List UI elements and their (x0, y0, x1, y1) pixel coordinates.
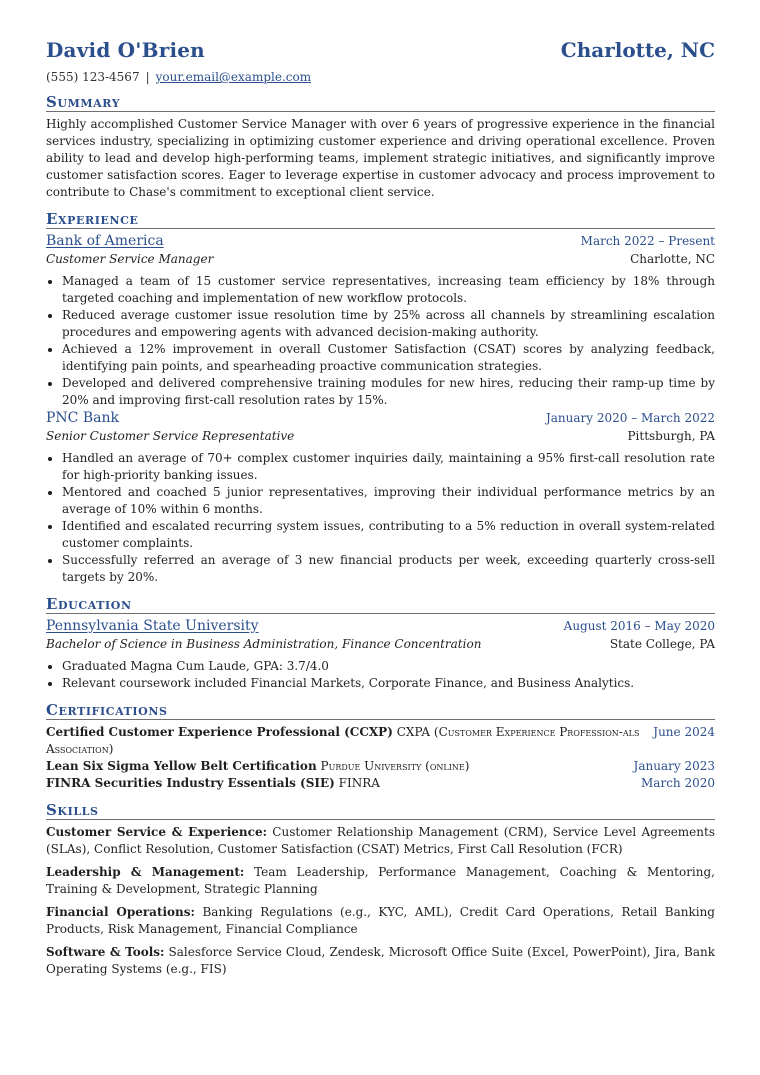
company-name: Bank of America (46, 233, 164, 249)
bullet-item: • Graduated Magna Cum Laude, GPA: 3.7/4.0 (62, 658, 715, 675)
education-dates: August 2016 – May 2020 (563, 619, 715, 633)
certifications-list (46, 724, 715, 792)
skill-text: Customer Relationship Management (CRM), Service Level Agreements (SLAs), Conflict Resolution, Customer Satisfaction (CSAT) Metrics, First Call Resolution (FCR) (46, 825, 715, 856)
certification-item (46, 758, 715, 775)
job-entry-bank-of-america (46, 233, 715, 409)
bullet-item: • Achieved a 12% improvement in overall Customer Satisfaction (CSAT) scores by analyzing feedback, identifying pain points, and spearheading proactive communication strategies. (62, 341, 715, 375)
bullet-item: • Handled an average of 70+ complex customer inquiries daily, maintaining a 95% first-call resolution rate for high-priority banking issues. (62, 450, 715, 484)
resume-page (46, 38, 715, 978)
skill-group (46, 904, 715, 938)
certification-item (46, 724, 715, 758)
skill-group (46, 944, 715, 978)
certification-issuer: Purdue University (online) (320, 759, 470, 773)
resume-header (46, 38, 715, 62)
certification-date: January 2023 (633, 759, 715, 773)
certification-date: June 2024 (653, 725, 715, 739)
email-link[interactable]: your.email@example.com (155, 70, 312, 84)
job-dates: January 2020 – March 2022 (545, 411, 715, 425)
skill-group (46, 824, 715, 858)
job-dates: March 2022 – Present (580, 234, 715, 248)
job-location: Pittsburgh, PA (627, 429, 715, 443)
skills-list (46, 824, 715, 978)
contact-line (46, 70, 715, 84)
skill-label: Financial Operations: (46, 905, 195, 919)
summary-text: Highly accomplished Customer Service Manager with over 6 years of progressive experience in the financial services industry, specializing in optimizing customer experience and driving operational excellence. Proven ability to lead and develop high-performing teams, implement strategic initiatives, and significantly improve customer satisfaction scores. Eager to leverage expertise in customer advocacy and process improvement to contribute to Chase's commitment to exceptional client service. (46, 117, 715, 199)
job-location: Charlotte, NC (630, 252, 715, 266)
certification-issuer: FINRA (338, 776, 380, 790)
bullet-item: • Identified and escalated recurring system issues, contributing to a 5% reduction in overall system-related customer complaints. (62, 518, 715, 552)
summary-heading: Summary (46, 93, 715, 112)
job-title: Customer Service Manager (46, 252, 214, 266)
degree: Bachelor of Science in Business Administration, Finance Concentration (46, 637, 482, 651)
bullet-item: • Mentored and coached 5 junior representatives, improving their individual performance metrics by an average of 10% within 6 months. (62, 484, 715, 518)
phone-number: (555) 123-4567 (46, 70, 140, 84)
skill-label: Leadership & Management: (46, 865, 245, 879)
contact-separator: | (145, 70, 150, 84)
job-bullets (46, 450, 715, 586)
skill-label: Software & Tools: (46, 945, 165, 959)
candidate-name: David O'Brien (46, 38, 205, 62)
certifications-heading: Certifications (46, 701, 715, 720)
bullet-item: • Reduced average customer issue resolution time by 25% across all channels by streamlining escalation procedures and empowering agents with advanced decision-making authority. (62, 307, 715, 341)
skill-text: Banking Regulations (e.g., KYC, AML), Credit Card Operations, Retail Banking Products, Risk Management, Financial Compliance (46, 905, 715, 936)
education-bullets (46, 658, 715, 692)
bullet-item: • Successfully referred an average of 3 new financial products per week, exceeding quarterly cross-sell targets by 20%. (62, 552, 715, 586)
school-location: State College, PA (609, 637, 715, 651)
certification-name: Certified Customer Experience Professional (CCXP) (46, 725, 393, 739)
education-heading: Education (46, 595, 715, 614)
skills-heading: Skills (46, 801, 715, 820)
certification-name: Lean Six Sigma Yellow Belt Certification (46, 759, 317, 773)
bullet-item: • Developed and delivered comprehensive training modules for new hires, reducing their ramp-up time by 20% and improving first-call resolution rates by 15%. (62, 375, 715, 409)
education-entry (46, 618, 715, 692)
certification-item (46, 775, 715, 792)
certification-issuer: CXPA (Customer Experience Profession-als Association) (46, 725, 640, 756)
certification-name: FINRA Securities Industry Essentials (SIE) (46, 776, 335, 790)
skill-text: Team Leadership, Performance Management, Coaching & Mentoring, Training & Development, Strategic Planning (46, 865, 715, 896)
candidate-location: Charlotte, NC (560, 38, 715, 62)
experience-heading: Experience (46, 210, 715, 229)
skill-text: Salesforce Service Cloud, Zendesk, Microsoft Office Suite (Excel, PowerPoint), Jira, Bank Operating Systems (e.g., FIS) (46, 945, 715, 976)
school-name: Pennsylvania State University (46, 618, 259, 634)
company-name: PNC Bank (46, 410, 119, 426)
job-title: Senior Customer Service Representative (46, 429, 295, 443)
job-entry-pnc-bank (46, 410, 715, 586)
skill-label: Customer Service & Experience: (46, 825, 268, 839)
bullet-item: • Relevant coursework included Financial Markets, Corporate Finance, and Business Analytics. (62, 675, 715, 692)
skill-group (46, 864, 715, 898)
certification-date: March 2020 (641, 776, 715, 790)
job-bullets (46, 273, 715, 409)
bullet-item: • Managed a team of 15 customer service representatives, increasing team efficiency by 18% through targeted coaching and implementation of new workflow protocols. (62, 273, 715, 307)
